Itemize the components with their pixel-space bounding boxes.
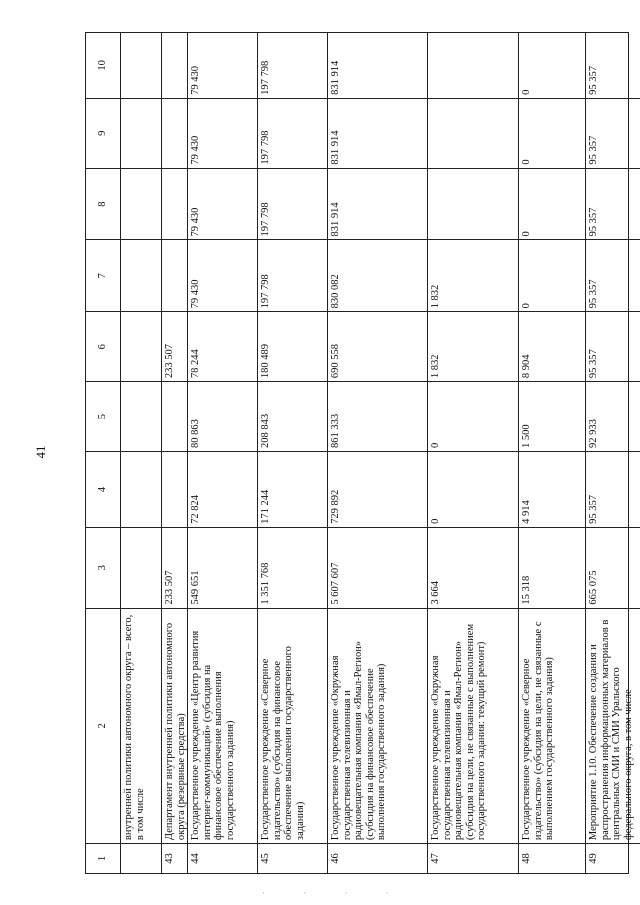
amount-cell	[121, 381, 161, 451]
amount-cell: 95 357	[586, 451, 640, 527]
header-cell: 7	[86, 240, 120, 312]
amount-cell: 549 651	[188, 527, 257, 608]
amount-cell: 0	[519, 240, 585, 312]
row-number-cell: 46	[328, 843, 427, 873]
amount-cell	[428, 33, 518, 98]
description-cell: внутренней политики автономного округа – всего, в том числе	[121, 608, 161, 843]
row-number-cell	[121, 843, 161, 873]
amount-cell: 831 914	[328, 168, 427, 240]
header-cell: 6	[86, 311, 120, 381]
description-cell: Государственное учреждение «Окружная государственная телевизионная и радиовещательная компания «Ямал-Регион» (субсидия на финансовое обеспечение выполнения государственного задания)	[328, 608, 427, 843]
row-number-cell: 48	[519, 843, 585, 873]
amount-cell	[162, 240, 187, 312]
row-number-cell: 47	[428, 843, 518, 873]
amount-cell: 1 832	[428, 311, 518, 381]
amount-cell: 831 914	[328, 98, 427, 168]
row-number-cell: 45	[258, 843, 327, 873]
amount-cell: 197 798	[258, 240, 327, 312]
amount-cell	[162, 33, 187, 98]
row-number-cell: 43	[162, 843, 187, 873]
header-cell: 4	[86, 451, 120, 527]
header-cell: 5	[86, 381, 120, 451]
table-row	[328, 33, 428, 873]
header-cell: 10	[97, 60, 109, 71]
amount-cell: 0	[519, 98, 585, 168]
amount-cell	[121, 168, 161, 240]
amount-cell: 95 357	[588, 65, 599, 95]
amount-cell: 80 863	[188, 381, 257, 451]
description-cell: Мероприятие 1.10. Обеспечение создания и распространения информационных материалов в центральных СМИ и СМИ Уральского федерального округа, в том числе	[586, 608, 640, 843]
amount-cell: 729 892	[328, 451, 427, 527]
amount-cell: 1 500	[519, 381, 585, 451]
amount-cell	[121, 311, 161, 381]
amount-cell	[121, 98, 161, 168]
scan-specks: · · · ·	[262, 888, 407, 898]
amount-cell: 1 832	[428, 240, 518, 312]
description-cell: Государственное учреждение «Окружная государственная телевизионная и радиовещательная компания «Ямал-Регион» (субсидия на цели, не связанные с выполнением государственного задания: текущий ремонт)	[428, 608, 518, 843]
amount-cell: 208 843	[258, 381, 327, 451]
amount-cell: 79 430	[188, 168, 257, 240]
row-number-cell: 49	[586, 843, 640, 873]
amount-cell	[121, 240, 161, 312]
description-cell: Государственное учреждение «Северное издательство» (субсидия на цели, не связанные с выполнением государственного задания)	[519, 608, 585, 843]
description-cell: Государственное учреждение «Северное издательство» (субсидия на финансовое обеспечение выполнения государственного задания)	[258, 608, 327, 843]
amount-cell: 830 082	[328, 240, 427, 312]
amount-cell: 15 318	[519, 527, 585, 608]
table-row	[586, 33, 640, 873]
amount-cell	[121, 527, 161, 608]
amount-cell	[162, 381, 187, 451]
amount-cell: 8 904	[519, 311, 585, 381]
amount-cell	[162, 168, 187, 240]
header-cell: 1	[86, 843, 120, 873]
amount-cell: 95 357	[586, 311, 640, 381]
amount-cell: 0	[519, 168, 585, 240]
header-cell: 2	[86, 608, 120, 843]
amount-cell: 197 798	[258, 168, 327, 240]
amount-cell: 0	[521, 89, 532, 95]
amount-cell: 690 558	[328, 311, 427, 381]
amount-cell: 0	[428, 451, 518, 527]
amount-cell: 72 824	[188, 451, 257, 527]
amount-cell: 4 914	[519, 451, 585, 527]
table-row	[188, 33, 258, 873]
amount-cell: 95 357	[586, 168, 640, 240]
amount-cell	[121, 33, 161, 98]
amount-cell: 95 357	[586, 98, 640, 168]
table-body	[121, 33, 640, 873]
header-cell: 9	[86, 98, 120, 168]
amount-cell: 0	[428, 381, 518, 451]
amount-cell: 79 430	[190, 65, 201, 95]
amount-cell	[121, 451, 161, 527]
table-header-row	[86, 33, 121, 873]
amount-cell: 233 507	[162, 311, 187, 381]
header-cell: 8	[86, 168, 120, 240]
amount-cell: 197 798	[260, 60, 271, 95]
amount-cell: 95 357	[586, 240, 640, 312]
table-row	[519, 33, 586, 873]
table-row	[428, 33, 519, 873]
amount-cell: 79 430	[188, 240, 257, 312]
description-cell: Департамент внутренней политики автономного округа (резервные средства)	[162, 608, 187, 843]
amount-cell: 233 507	[162, 527, 187, 608]
amount-cell: 3 664	[428, 527, 518, 608]
amount-cell: 831 914	[330, 60, 341, 95]
amount-cell: 171 244	[258, 451, 327, 527]
amount-cell: 5 607 607	[328, 527, 427, 608]
table-row	[121, 33, 162, 873]
description-cell: Государственное учреждение «Центр развития интернет-коммуникаций» (субсидия на финансовое обеспечение выполнения государственного задания)	[188, 608, 257, 843]
amount-cell: 180 489	[258, 311, 327, 381]
amount-cell	[162, 98, 187, 168]
amount-cell: 1 351 768	[258, 527, 327, 608]
amount-cell: 92 933	[586, 381, 640, 451]
budget-table	[85, 32, 634, 874]
amount-cell: 197 798	[258, 98, 327, 168]
amount-cell: 665 075	[586, 527, 640, 608]
page-number: 41	[33, 445, 48, 459]
amount-cell: 78 244	[188, 311, 257, 381]
amount-cell	[162, 451, 187, 527]
amount-cell	[428, 98, 518, 168]
amount-cell	[428, 168, 518, 240]
amount-cell: 79 430	[188, 98, 257, 168]
row-number-cell: 44	[188, 843, 257, 873]
amount-cell: 861 333	[328, 381, 427, 451]
table-row	[162, 33, 188, 873]
header-cell: 3	[86, 527, 120, 608]
table-row	[258, 33, 328, 873]
